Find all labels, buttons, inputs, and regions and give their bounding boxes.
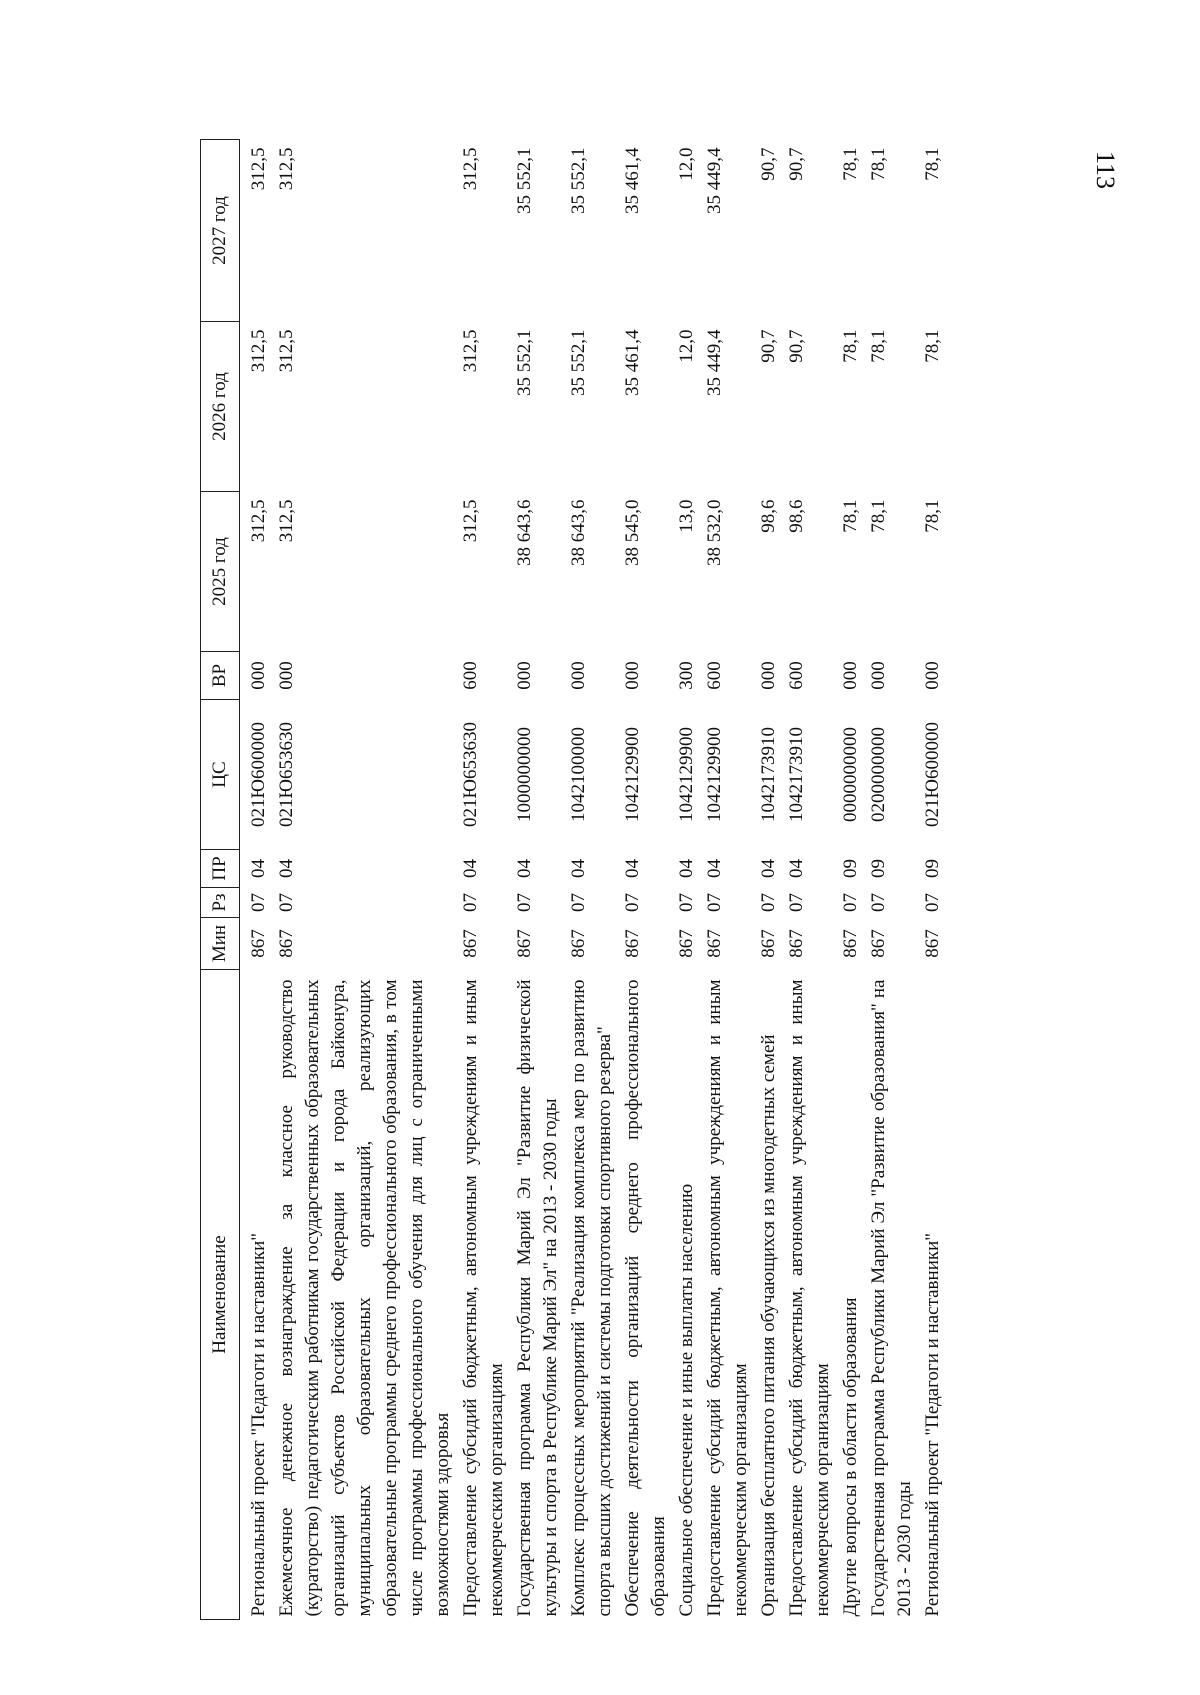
cell-rz: 07 — [840, 893, 861, 912]
table-row — [619, 140, 673, 1620]
table-row — [701, 140, 755, 1620]
cell-min: 867 — [758, 929, 779, 958]
cell-cs: 0200000000 — [868, 727, 889, 822]
cell-pr: 09 — [840, 859, 861, 878]
header-2025: 2025 год — [201, 492, 240, 652]
cell-cs: 1042129900 — [676, 727, 697, 822]
cell-rz: 07 — [622, 893, 643, 912]
cell-y2026: 312,5 — [248, 329, 269, 373]
cell-y2026: 78,1 — [840, 329, 861, 363]
cell-y2025: 98,6 — [758, 499, 779, 533]
cell-y2025: 13,0 — [676, 499, 697, 533]
header-name: Наименование — [201, 970, 240, 1620]
cell-name: Социальное обеспечение и иные выплаты населению — [676, 1183, 697, 1617]
cell-pr: 09 — [922, 859, 943, 878]
cell-y2027: 12,0 — [676, 147, 697, 181]
cell-rz: 07 — [676, 893, 697, 912]
cell-min: 867 — [868, 929, 889, 958]
table-body — [240, 140, 948, 1620]
cell-y2027: 35 461,4 — [622, 147, 643, 214]
cell-pr: 04 — [622, 859, 643, 878]
cell-vr: 600 — [460, 661, 481, 690]
cell-cs: 021Ю600000 — [922, 721, 943, 828]
cell-rz: 07 — [868, 893, 889, 912]
header-2026: 2026 год — [201, 322, 240, 492]
cell-y2026: 35 461,4 — [622, 329, 643, 396]
cell-y2025: 38 643,6 — [568, 499, 589, 566]
cell-name: Организация бесплатного питания обучающихся из многодетных семей — [758, 1034, 779, 1617]
cell-y2025: 312,5 — [276, 499, 297, 543]
cell-vr: 300 — [676, 661, 697, 690]
cell-name: Региональный проект "Педагоги и наставники" — [922, 1232, 943, 1617]
table-row — [919, 140, 947, 1620]
table-row — [865, 140, 919, 1620]
cell-y2027: 90,7 — [758, 147, 779, 181]
cell-cs: 1042129900 — [704, 727, 725, 822]
cell-min: 867 — [922, 929, 943, 958]
cell-y2025: 38 643,6 — [514, 499, 535, 566]
cell-pr: 04 — [248, 859, 269, 878]
cell-y2026: 35 449,4 — [704, 329, 725, 396]
cell-y2027: 35 449,4 — [704, 147, 725, 214]
table-header-row — [201, 140, 240, 1620]
table-row — [565, 140, 619, 1620]
cell-min: 867 — [622, 929, 643, 958]
header-vr: ВР — [201, 652, 240, 700]
cell-min: 867 — [514, 929, 535, 958]
cell-name: Ежемесячное денежное вознаграждение за классное руководство (кураторство) педагогическим работникам государственных образовательных организаций субъектов Российской Федерации и города Байконура, муниципальных образовательных организаций, реализующих образовательные программы среднего профессионального образования, в том числе программы профессионального обучения для лиц с ограниченными возможностями здоровья — [276, 979, 453, 1617]
cell-vr: 000 — [840, 661, 861, 690]
cell-y2027: 78,1 — [922, 147, 943, 181]
cell-name: Обеспечение деятельности организаций среднего профессионального образования — [622, 979, 669, 1617]
cell-name: Региональный проект "Педагоги и наставники" — [248, 1232, 269, 1617]
cell-min: 867 — [568, 929, 589, 958]
cell-y2025: 78,1 — [840, 499, 861, 533]
cell-y2027: 90,7 — [786, 147, 807, 181]
cell-name: Комплекс процессных мероприятий "Реализация комплекса мер по развитию спорта высших достижений и системы подготовки спортивного резерва" — [568, 979, 615, 1617]
cell-vr: 600 — [786, 661, 807, 690]
table-row — [511, 140, 565, 1620]
cell-rz: 07 — [758, 893, 779, 912]
cell-vr: 000 — [868, 661, 889, 690]
cell-y2027: 35 552,1 — [568, 147, 589, 214]
cell-vr: 000 — [758, 661, 779, 690]
cell-y2026: 12,0 — [676, 329, 697, 363]
cell-y2026: 90,7 — [786, 329, 807, 363]
header-2027: 2027 год — [201, 140, 240, 322]
cell-y2025: 98,6 — [786, 499, 807, 533]
cell-y2025: 312,5 — [460, 499, 481, 543]
cell-y2027: 78,1 — [868, 147, 889, 181]
cell-rz: 07 — [786, 893, 807, 912]
cell-cs: 1042173910 — [786, 727, 807, 822]
cell-name: Другие вопросы в области образования — [840, 1297, 861, 1617]
cell-y2026: 78,1 — [922, 329, 943, 363]
cell-vr: 000 — [248, 661, 269, 690]
cell-y2025: 38 532,0 — [704, 499, 725, 566]
cell-pr: 04 — [514, 859, 535, 878]
cell-name: Государственная программа Республики Марий Эл "Развитие физической культуры и спорта в Республике Марий Эл" на 2013 - 2030 годы — [514, 979, 561, 1617]
table-row — [273, 140, 457, 1620]
table-row — [783, 140, 837, 1620]
cell-y2027: 78,1 — [840, 147, 861, 181]
cell-rz: 07 — [460, 893, 481, 912]
cell-min: 867 — [676, 929, 697, 958]
cell-pr: 09 — [868, 859, 889, 878]
cell-vr: 000 — [276, 661, 297, 690]
cell-pr: 04 — [276, 859, 297, 878]
cell-cs: 021Ю653630 — [276, 721, 297, 828]
cell-y2025: 78,1 — [922, 499, 943, 533]
cell-y2025: 78,1 — [868, 499, 889, 533]
cell-y2026: 78,1 — [868, 329, 889, 363]
cell-rz: 07 — [276, 893, 297, 912]
cell-pr: 04 — [676, 859, 697, 878]
table-row — [837, 140, 865, 1620]
cell-y2027: 35 552,1 — [514, 147, 535, 214]
cell-rz: 07 — [922, 893, 943, 912]
cell-pr: 04 — [786, 859, 807, 878]
cell-name: Предоставление субсидий бюджетным, автономным учреждениям и иным некоммерческим организациям — [704, 979, 751, 1617]
cell-y2027: 312,5 — [276, 147, 297, 191]
cell-name: Предоставление субсидий бюджетным, автономным учреждениям и иным некоммерческим организациям — [460, 979, 507, 1617]
cell-cs: 021Ю600000 — [248, 721, 269, 828]
cell-y2027: 312,5 — [460, 147, 481, 191]
header-pr: ПР — [201, 850, 240, 888]
cell-cs: 1000000000 — [514, 727, 535, 822]
page-number: 113 — [1091, 150, 1120, 190]
cell-rz: 07 — [514, 893, 535, 912]
cell-y2026: 312,5 — [276, 329, 297, 373]
cell-min: 867 — [276, 929, 297, 958]
cell-cs: 0000000000 — [840, 727, 861, 822]
cell-vr: 000 — [514, 661, 535, 690]
cell-vr: 000 — [622, 661, 643, 690]
cell-pr: 04 — [758, 859, 779, 878]
cell-y2026: 35 552,1 — [514, 329, 535, 396]
rotated-table-container — [200, 140, 1100, 1620]
cell-rz: 07 — [248, 893, 269, 912]
cell-y2025: 312,5 — [248, 499, 269, 543]
table-row — [673, 140, 701, 1620]
header-rz: Рз — [201, 888, 240, 918]
cell-rz: 07 — [704, 893, 725, 912]
cell-vr: 000 — [568, 661, 589, 690]
header-cs: ЦС — [201, 700, 240, 850]
header-min: Мин — [201, 918, 240, 970]
cell-cs: 1042100000 — [568, 727, 589, 822]
cell-vr: 000 — [922, 661, 943, 690]
cell-min: 867 — [248, 929, 269, 958]
cell-cs: 021Ю653630 — [460, 721, 481, 828]
cell-pr: 04 — [460, 859, 481, 878]
cell-y2026: 90,7 — [758, 329, 779, 363]
cell-name: Предоставление субсидий бюджетным, автономным учреждениям и иным некоммерческим организациям — [786, 979, 833, 1617]
cell-min: 867 — [704, 929, 725, 958]
cell-rz: 07 — [568, 893, 589, 912]
budget-table — [200, 139, 947, 1620]
cell-name: Государственная программа Республики Марий Эл "Развитие образования" на 2013 - 2030 годы — [868, 979, 915, 1617]
cell-vr: 600 — [704, 661, 725, 690]
table-row — [755, 140, 783, 1620]
table-row — [240, 140, 274, 1620]
cell-y2025: 38 545,0 — [622, 499, 643, 566]
cell-min: 867 — [786, 929, 807, 958]
cell-cs: 1042173910 — [758, 727, 779, 822]
cell-pr: 04 — [568, 859, 589, 878]
cell-y2026: 35 552,1 — [568, 329, 589, 396]
cell-y2027: 312,5 — [248, 147, 269, 191]
cell-cs: 1042129900 — [622, 727, 643, 822]
table-row — [457, 140, 511, 1620]
cell-y2026: 312,5 — [460, 329, 481, 373]
cell-min: 867 — [840, 929, 861, 958]
cell-pr: 04 — [704, 859, 725, 878]
cell-min: 867 — [460, 929, 481, 958]
